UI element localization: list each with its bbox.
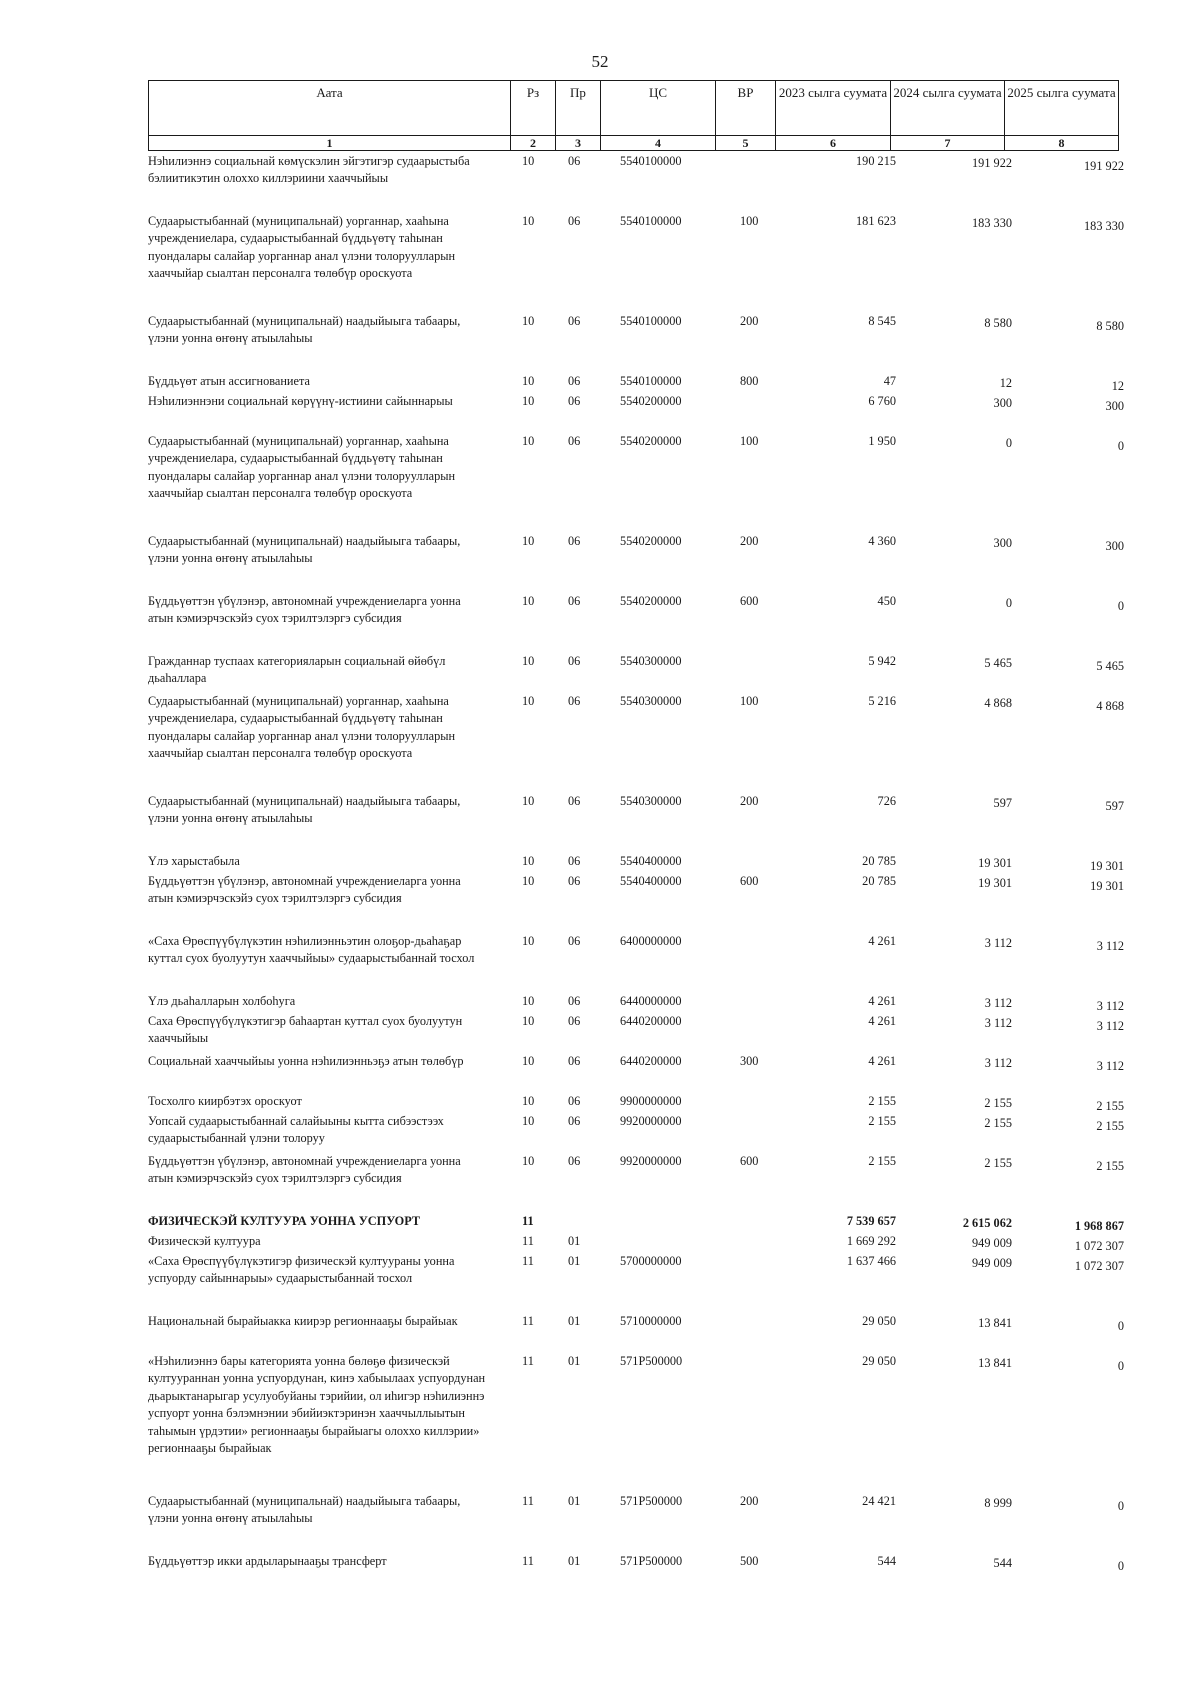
row-2023: 544 bbox=[877, 1554, 896, 1568]
row-name: Үлэ дьаһалларын холбоһуга bbox=[148, 994, 296, 1008]
row-2025: 0 bbox=[1117, 599, 1124, 613]
row-2025: 0 bbox=[1117, 1559, 1124, 1573]
row-2023: 29 050 bbox=[862, 1314, 896, 1328]
row-pr: 01 bbox=[568, 1254, 581, 1268]
row-rz: 11 bbox=[522, 1214, 534, 1228]
row-2025: 4 868 bbox=[1096, 699, 1124, 713]
row-rz: 10 bbox=[522, 534, 535, 548]
row-rz: 10 bbox=[522, 934, 535, 948]
row-name: Физическэй култуура bbox=[148, 1234, 261, 1248]
row-vr: 600 bbox=[740, 1154, 759, 1168]
row-pr: 06 bbox=[568, 374, 581, 388]
header-vr: ВР bbox=[716, 81, 776, 136]
row-name: Судаарыстыбаннай (муниципальнай) уорганнар, хааһына учреждениелара, судаарыстыбаннай бүддьүөтү таһынан пуондалары салайар уорганнар анал үлэни толоруулларын хааччыйар сыалтан персоналга төлөбүр ороскуота bbox=[148, 214, 456, 281]
row-pr: 06 bbox=[568, 994, 581, 1008]
row-2025: 300 bbox=[1105, 399, 1124, 413]
row-rz: 11 bbox=[522, 1354, 534, 1368]
row-pr: 06 bbox=[568, 154, 581, 168]
row-rz: 10 bbox=[522, 1014, 535, 1028]
row-2024: 0 bbox=[1005, 596, 1012, 610]
row-name: «Саха Өрөспүүбүлүкэтин нэһилиэнньэтин олоҕор-дьаһаҕар куттал суох буолуутун хааччыйыы» судаарыстыбаннай тосхол bbox=[148, 934, 475, 966]
row-name: Гражданнар туспаах категорияларын социальнай өйөбүл дьаһаллара bbox=[148, 654, 446, 686]
row-rz: 11 bbox=[522, 1494, 534, 1508]
header-2023: 2023 сылга суумата bbox=[776, 81, 891, 136]
row-cs: 6400000000 bbox=[620, 934, 682, 948]
row-name: Уопсай судаарыстыбаннай салайыыны кытта сибээстээх судаарыстыбаннай үлэни толоруу bbox=[148, 1114, 444, 1146]
row-cs: 9900000000 bbox=[620, 1094, 682, 1108]
row-name: «Нэһилиэннэ бары категориятa уонна бөлөҕө физическэй култуураннан уонна успуордунан, кинэ хабыылаах успуордунан дьарыктанарыгар усулуобуйаны тэрийии, ол иһигэр нэһилиэннэ успуорт уонна бэлэмнэнии эбийиэктэринэн хааччыллыытын таһымын үрдэтии» регионнааҕы бырайыагы олоххо киллэрии» регионнааҕы бырайыак bbox=[148, 1354, 486, 1456]
row-2024: 8 580 bbox=[984, 316, 1012, 330]
row-name: Бүддьүөт атын ассигнованиета bbox=[148, 374, 310, 388]
row-2023: 20 785 bbox=[862, 874, 896, 888]
row-2023: 1 950 bbox=[868, 434, 896, 448]
row-vr: 800 bbox=[740, 374, 759, 388]
row-name: Үлэ харыстабыла bbox=[148, 854, 240, 868]
row-2024: 597 bbox=[993, 796, 1012, 810]
row-rz: 10 bbox=[522, 214, 535, 228]
row-2024: 4 868 bbox=[984, 696, 1012, 710]
header-2024: 2024 сылга суумата bbox=[891, 81, 1005, 136]
row-2024: 949 009 bbox=[972, 1236, 1012, 1250]
row-2025: 2 155 bbox=[1096, 1099, 1124, 1113]
row-2023: 47 bbox=[883, 374, 896, 388]
row-cs: 9920000000 bbox=[620, 1114, 682, 1128]
row-pr: 06 bbox=[568, 794, 581, 808]
row-pr: 06 bbox=[568, 874, 581, 888]
row-vr: 100 bbox=[740, 214, 759, 228]
row-name: Бүддьүөттэн үбүлэнэр, автономнай учреждениеларга уонна атын кэмиэрчэскэйэ суох тэрилтэлэргэ субсидия bbox=[148, 1154, 461, 1186]
col-number: 6 bbox=[776, 136, 891, 151]
row-rz: 10 bbox=[522, 994, 535, 1008]
row-cs: 5540100000 bbox=[620, 374, 682, 388]
page-number: 52 bbox=[591, 52, 609, 71]
row-rz: 10 bbox=[522, 1094, 535, 1108]
row-vr: 300 bbox=[740, 1054, 759, 1068]
row-name: Судаарыстыбаннай (муниципальнай) наадыйыыга табаары, үлэни уонна өҥөнү атыылаһыы bbox=[148, 534, 461, 566]
row-cs: 5700000000 bbox=[620, 1254, 682, 1268]
row-2024: 3 112 bbox=[984, 936, 1012, 950]
row-rz: 10 bbox=[522, 594, 535, 608]
row-2024: 3 112 bbox=[984, 996, 1012, 1010]
row-name: Бүддьүөттэн үбүлэнэр, автономнай учреждениеларга уонна атын кэмиэрчэскэйэ суох тэрилтэлэргэ субсидия bbox=[148, 874, 461, 906]
row-2024: 12 bbox=[999, 376, 1012, 390]
row-name: Судаарыстыбаннай (муниципальнай) наадыйыыга табаары, үлэни уонна өҥөнү атыылаһыы bbox=[148, 794, 461, 826]
row-2024: 5 465 bbox=[984, 656, 1012, 670]
row-2025: 597 bbox=[1105, 799, 1124, 813]
row-2023: 5 942 bbox=[868, 654, 896, 668]
row-rz: 10 bbox=[522, 1154, 535, 1168]
row-pr: 01 bbox=[568, 1354, 581, 1368]
row-rz: 11 bbox=[522, 1254, 534, 1268]
row-name: Судаарыстыбаннай (муниципальнай) уорганнар, хааһына учреждениелара, судаарыстыбаннай бүддьүөтү таһынан пуондалары салайар уорганнар анал үлэни толоруулларын хааччыйар сыалтан персоналга төлөбүр ороскуота bbox=[148, 434, 456, 501]
header-pr: Пр bbox=[556, 81, 601, 136]
row-rz: 10 bbox=[522, 314, 535, 328]
row-2023: 190 215 bbox=[856, 154, 896, 168]
row-2023: 2 155 bbox=[868, 1114, 896, 1128]
table-header bbox=[148, 80, 1119, 151]
row-name: Нэһилиэннэни социальнай көрүүнү-истиини сайыннарыы bbox=[148, 394, 453, 408]
row-rz: 11 bbox=[522, 1234, 534, 1248]
row-2024: 949 009 bbox=[972, 1256, 1012, 1270]
row-pr: 06 bbox=[568, 594, 581, 608]
row-vr: 200 bbox=[740, 794, 759, 808]
row-rz: 10 bbox=[522, 1114, 535, 1128]
column-number-row bbox=[149, 136, 1119, 151]
row-2024: 2 155 bbox=[984, 1156, 1012, 1170]
row-2025: 2 155 bbox=[1096, 1119, 1124, 1133]
row-cs: 6440200000 bbox=[620, 1054, 682, 1068]
col-number: 3 bbox=[556, 136, 601, 151]
row-2023: 450 bbox=[877, 594, 896, 608]
row-vr: 100 bbox=[740, 694, 759, 708]
row-2025: 300 bbox=[1105, 539, 1124, 553]
row-cs: 5540300000 bbox=[620, 654, 682, 668]
row-pr: 06 bbox=[568, 434, 581, 448]
row-cs: 5540400000 bbox=[620, 854, 682, 868]
row-pr: 01 bbox=[568, 1494, 581, 1508]
row-2025: 3 112 bbox=[1096, 999, 1124, 1013]
row-rz: 11 bbox=[522, 1314, 534, 1328]
row-2023: 4 261 bbox=[868, 1054, 896, 1068]
row-pr: 06 bbox=[568, 534, 581, 548]
row-pr: 06 bbox=[568, 934, 581, 948]
row-cs: 5540100000 bbox=[620, 154, 682, 168]
row-2023: 726 bbox=[877, 794, 896, 808]
row-pr: 01 bbox=[568, 1554, 581, 1568]
row-vr: 200 bbox=[740, 1494, 759, 1508]
row-rz: 10 bbox=[522, 394, 535, 408]
row-2025: 12 bbox=[1111, 379, 1124, 393]
row-2023: 4 261 bbox=[868, 934, 896, 948]
row-cs: 5540200000 bbox=[620, 434, 682, 448]
row-2025: 1 072 307 bbox=[1074, 1239, 1124, 1253]
row-name: Бүддьүөттэр икки ардыларынааҕы трансферт bbox=[148, 1554, 387, 1568]
row-pr: 06 bbox=[568, 1094, 581, 1108]
row-pr: 06 bbox=[568, 1154, 581, 1168]
row-vr: 200 bbox=[740, 534, 759, 548]
row-rz: 10 bbox=[522, 374, 535, 388]
row-2025: 0 bbox=[1117, 1499, 1124, 1513]
row-pr: 06 bbox=[568, 1014, 581, 1028]
row-cs: 5540200000 bbox=[620, 594, 682, 608]
row-2023: 5 216 bbox=[868, 694, 896, 708]
row-2025: 3 112 bbox=[1096, 939, 1124, 953]
row-vr: 100 bbox=[740, 434, 759, 448]
row-rz: 10 bbox=[522, 854, 535, 868]
header-rz: Рз bbox=[511, 81, 556, 136]
row-2023: 20 785 bbox=[862, 854, 896, 868]
row-cs: 5540400000 bbox=[620, 874, 682, 888]
row-2025: 0 bbox=[1117, 1359, 1124, 1373]
row-pr: 06 bbox=[568, 1054, 581, 1068]
row-name: Национальнай бырайыакка киирэр регионнааҕы бырайыак bbox=[148, 1314, 458, 1328]
row-name: Тосхолго киирбэтэх ороскуот bbox=[148, 1094, 302, 1108]
row-2024: 13 841 bbox=[978, 1356, 1012, 1370]
row-2023: 7 539 657 bbox=[846, 1214, 896, 1228]
row-2025: 2 155 bbox=[1096, 1159, 1124, 1173]
col-number: 2 bbox=[511, 136, 556, 151]
col-number: 4 bbox=[601, 136, 716, 151]
col-number: 7 bbox=[891, 136, 1005, 151]
row-2024: 300 bbox=[993, 396, 1012, 410]
row-2023: 8 545 bbox=[868, 314, 896, 328]
row-cs: 9920000000 bbox=[620, 1154, 682, 1168]
row-2023: 6 760 bbox=[868, 394, 896, 408]
row-rz: 10 bbox=[522, 434, 535, 448]
row-rz: 11 bbox=[522, 1554, 534, 1568]
row-2023: 1 669 292 bbox=[846, 1234, 896, 1248]
row-cs: 571P500000 bbox=[620, 1554, 683, 1568]
row-2024: 191 922 bbox=[972, 156, 1012, 170]
col-number: 8 bbox=[1005, 136, 1119, 151]
row-cs: 5540100000 bbox=[620, 314, 682, 328]
row-name: Судаарыстыбаннай (муниципальнай) наадыйыыга табаары, үлэни уонна өҥөнү атыылаһыы bbox=[148, 314, 461, 346]
row-name: Нэһилиэннэ социальнай көмүскэлин эйгэтигэр судаарыстыба бэлиитикэтин олоххо киллэриини хааччыйыы bbox=[148, 154, 470, 186]
row-rz: 10 bbox=[522, 1054, 535, 1068]
row-2024: 19 301 bbox=[978, 856, 1012, 870]
row-name: ФИЗИЧЕСКЭЙ КУЛТУУРА УОННА УСПУОРТ bbox=[148, 1214, 421, 1228]
row-2023: 181 623 bbox=[856, 214, 896, 228]
row-2023: 4 261 bbox=[868, 1014, 896, 1028]
row-rz: 10 bbox=[522, 694, 535, 708]
row-pr: 01 bbox=[568, 1234, 581, 1248]
row-name: Социальнай хааччыйыы уонна нэһилиэнньэҕэ атын төлөбүр bbox=[148, 1054, 464, 1068]
row-pr: 06 bbox=[568, 314, 581, 328]
row-2024: 2 615 062 bbox=[962, 1216, 1012, 1230]
row-2025: 183 330 bbox=[1084, 219, 1124, 233]
row-2025: 5 465 bbox=[1096, 659, 1124, 673]
row-pr: 01 bbox=[568, 1314, 581, 1328]
row-name: Саха Өрөспүүбүлүкэтигэр баһаартан куттал суох буолуутун хааччыйыы bbox=[148, 1014, 463, 1046]
row-2025: 1 072 307 bbox=[1074, 1259, 1124, 1273]
row-2025: 19 301 bbox=[1090, 879, 1124, 893]
row-2024: 13 841 bbox=[978, 1316, 1012, 1330]
row-vr: 600 bbox=[740, 874, 759, 888]
col-number: 5 bbox=[716, 136, 776, 151]
row-rz: 10 bbox=[522, 154, 535, 168]
row-2025: 0 bbox=[1117, 1319, 1124, 1333]
row-cs: 571P500000 bbox=[620, 1354, 683, 1368]
row-vr: 500 bbox=[740, 1554, 759, 1568]
row-vr: 200 bbox=[740, 314, 759, 328]
row-pr: 06 bbox=[568, 214, 581, 228]
row-2024: 183 330 bbox=[972, 216, 1012, 230]
col-number: 1 bbox=[149, 136, 511, 151]
row-2024: 300 bbox=[993, 536, 1012, 550]
row-cs: 5540300000 bbox=[620, 694, 682, 708]
row-2024: 8 999 bbox=[984, 1496, 1012, 1510]
row-2023: 1 637 466 bbox=[846, 1254, 896, 1268]
row-2023: 2 155 bbox=[868, 1094, 896, 1108]
header-cs: ЦС bbox=[601, 81, 716, 136]
row-cs: 5540100000 bbox=[620, 214, 682, 228]
row-2023: 2 155 bbox=[868, 1154, 896, 1168]
row-2024: 19 301 bbox=[978, 876, 1012, 890]
row-rz: 10 bbox=[522, 654, 535, 668]
row-cs: 571P500000 bbox=[620, 1494, 683, 1508]
row-cs: 5710000000 bbox=[620, 1314, 682, 1328]
row-2024: 3 112 bbox=[984, 1016, 1012, 1030]
row-2024: 0 bbox=[1005, 436, 1012, 450]
row-cs: 6440200000 bbox=[620, 1014, 682, 1028]
row-2024: 2 155 bbox=[984, 1116, 1012, 1130]
row-2024: 2 155 bbox=[984, 1096, 1012, 1110]
header-2025: 2025 сылга суумата bbox=[1005, 81, 1119, 136]
header-row bbox=[149, 81, 1119, 136]
row-2023: 24 421 bbox=[862, 1494, 896, 1508]
row-2025: 1 968 867 bbox=[1074, 1219, 1124, 1233]
row-rz: 10 bbox=[522, 794, 535, 808]
row-name: Судаарыстыбаннай (муниципальнай) наадыйыыга табаары, үлэни уонна өҥөнү атыылаһыы bbox=[148, 1494, 461, 1526]
row-rz: 10 bbox=[522, 874, 535, 888]
row-name: Судаарыстыбаннай (муниципальнай) уорганнар, хааһына учреждениелара, судаарыстыбаннай бүддьүөтү таһынан пуондалары салайар уорганнар анал үлэни толоруулларын хааччыйар сыалтан персоналга төлөбүр ороскуота bbox=[148, 694, 456, 761]
row-name: «Саха Өрөспүүбүлүкэтигэр физическэй култуураны уонна успуорду сайыннарыы» судаарыстыбаннай тосхол bbox=[148, 1254, 455, 1286]
row-2024: 3 112 bbox=[984, 1056, 1012, 1070]
row-name: Бүддьүөттэн үбүлэнэр, автономнай учреждениеларга уонна атын кэмиэрчэскэйэ суох тэрилтэлэргэ субсидия bbox=[148, 594, 461, 626]
row-cs: 5540200000 bbox=[620, 394, 682, 408]
row-pr: 06 bbox=[568, 694, 581, 708]
row-2025: 19 301 bbox=[1090, 859, 1124, 873]
row-pr: 06 bbox=[568, 1114, 581, 1128]
row-vr: 600 bbox=[740, 594, 759, 608]
row-2023: 29 050 bbox=[862, 1354, 896, 1368]
row-2025: 0 bbox=[1117, 439, 1124, 453]
row-2025: 3 112 bbox=[1096, 1019, 1124, 1033]
row-cs: 6440000000 bbox=[620, 994, 682, 1008]
header-name: Аата bbox=[149, 81, 511, 136]
row-pr: 06 bbox=[568, 854, 581, 868]
row-2025: 3 112 bbox=[1096, 1059, 1124, 1073]
row-cs: 5540300000 bbox=[620, 794, 682, 808]
row-2025: 8 580 bbox=[1096, 319, 1124, 333]
row-2025: 191 922 bbox=[1084, 159, 1124, 173]
row-2023: 4 360 bbox=[868, 534, 896, 548]
row-pr: 06 bbox=[568, 654, 581, 668]
row-2024: 544 bbox=[993, 1556, 1012, 1570]
row-cs: 5540200000 bbox=[620, 534, 682, 548]
row-pr: 06 bbox=[568, 394, 581, 408]
row-2023: 4 261 bbox=[868, 994, 896, 1008]
